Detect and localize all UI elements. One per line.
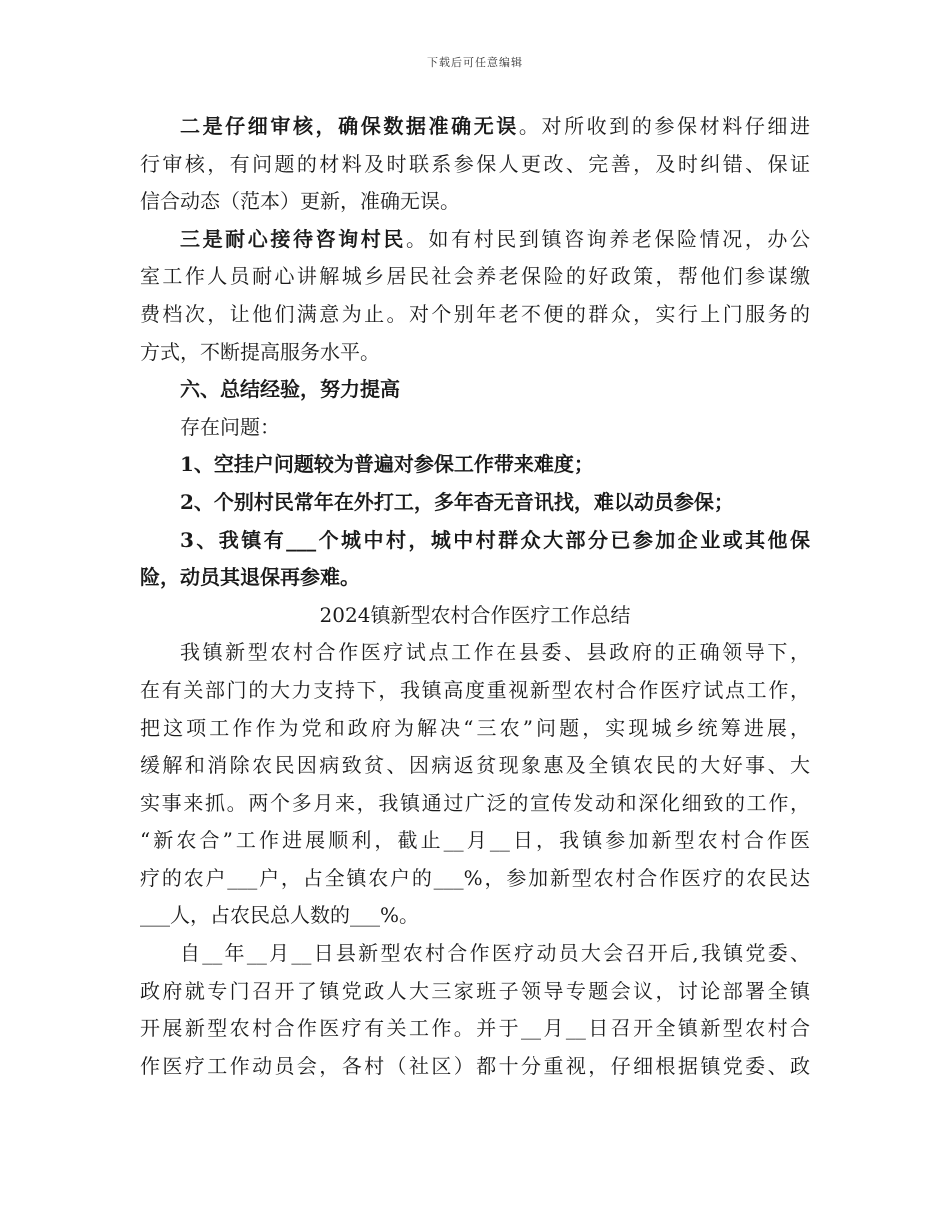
problems-label: 存在问题： <box>180 414 280 439</box>
paragraph-line <box>140 221 810 259</box>
paragraph-line: 方式，不断提高服务水平。 <box>140 339 380 364</box>
paragraph-line: 行审核，有问题的材料及时联系参保人更改、完善，及时纠错、保证 <box>140 151 810 176</box>
paragraph-line: 信合动态（范本）更新，准确无误。 <box>140 189 460 214</box>
paragraph-line: 费档次，让他们满意为止。对个别年老不便的群众，实行上门服务的 <box>140 301 810 326</box>
paragraph-line: 开展新型农村合作医疗有关工作。并于__月__日召开全镇新型农村合 <box>140 1016 810 1041</box>
paragraph-text: 。对所收到的参保材料仔细进 <box>518 114 810 138</box>
paragraph-text: 。如有村民到镇咨询养老保险情况，办公 <box>405 226 810 251</box>
paragraph-line: 实事来抓。两个多月来，我镇通过广泛的宣传发动和深化细致的工作， <box>140 790 810 815</box>
page-header-note: 下载后可任意编辑 <box>427 56 523 69</box>
paragraph-line: 缓解和消除农民因病致贫、因病返贫现象惠及全镇农民的大好事、大 <box>140 753 810 778</box>
bold-lead: 三是耐心接待咨询村民 <box>180 226 406 251</box>
paragraph-line: ___人，占农民总人数的___%。 <box>140 903 420 928</box>
problem-item-continued: 险，动员其退保再参难。 <box>140 565 360 590</box>
paragraph-line: 我镇新型农村合作医疗试点工作在县委、县政府的正确领导下， <box>180 640 810 665</box>
paragraph-line: 室工作人员耐心讲解城乡居民社会养老保险的好政策，帮他们参谋缴 <box>140 264 810 289</box>
problem-item: 3、我镇有___个城中村，城中村群众大部分已参加企业或其他保 <box>180 527 810 552</box>
paragraph-line: “新农合”工作进展顺利，截止__月__日，我镇参加新型农村合作医 <box>140 828 810 853</box>
problem-item: 1、空挂户问题较为普遍对参保工作带来难度； <box>180 452 594 477</box>
document-body <box>140 108 810 1085</box>
paragraph-line: 作医疗工作动员会，各村（社区）都十分重视，仔细根据镇党委、政 <box>140 1053 810 1078</box>
document-title: 2024镇新型农村合作医疗工作总结 <box>319 602 631 627</box>
paragraph-line: 疗的农户___户，占全镇农户的___%，参加新型农村合作医疗的农民达 <box>140 865 810 890</box>
paragraph-line <box>140 108 810 146</box>
paragraph-line: 自__年__月__日县新型农村合作医疗动员大会召开后,我镇党委、 <box>180 941 810 966</box>
problem-item: 2、个别村民常年在外打工，多年杳无音讯找，难以动员参保； <box>180 489 734 514</box>
paragraph-line: 把这项工作作为党和政府为解决“三农”问题，实现城乡统筹进展， <box>140 715 810 740</box>
bold-lead: 二是仔细审核，确保数据准确无误 <box>180 114 519 138</box>
paragraph-line: 政府就专门召开了镇党政人大三家班子领导专题会议，讨论部署全镇 <box>140 978 810 1003</box>
paragraph-line: 在有关部门的大力支持下，我镇高度重视新型农村合作医疗试点工作， <box>140 677 810 702</box>
section-heading: 六、总结经验，努力提高 <box>180 377 400 402</box>
